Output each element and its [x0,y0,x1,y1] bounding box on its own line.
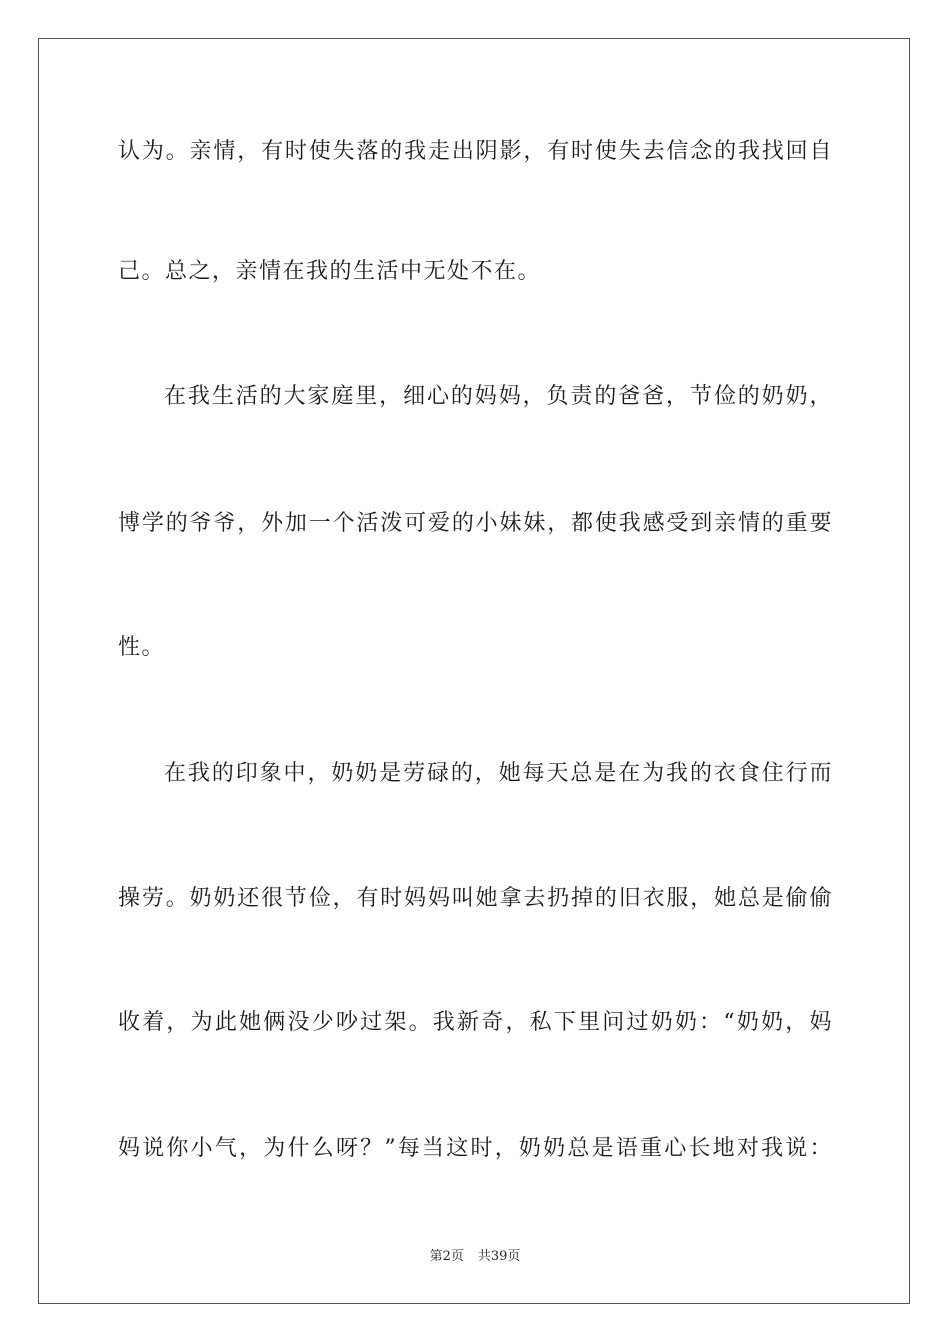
page-total: 共39页 [477,1249,521,1264]
page-footer [0,1247,950,1267]
text-line: 收着，为此她俩没少吵过架。我新奇，私下里问过奶奶：“奶奶，妈 [118,1010,833,1035]
text-line: 性。 [118,635,166,660]
text-line: 己。总之，亲情在我的生活中无处不在。 [118,259,542,284]
paragraph-first-line: 在我生活的大家庭里，细心的妈妈，负责的爸爸，节俭的奶奶， [164,384,833,409]
page-number: 第2页 [429,1249,464,1264]
text-line: 认为。亲情，有时使失落的我走出阴影，有时使失去信念的我找回自 [118,139,833,164]
paragraph-first-line: 在我的印象中，奶奶是劳碌的，她每天总是在为我的衣食住行而 [164,761,833,786]
page-border [38,38,910,1304]
text-line: 博学的爷爷，外加一个活泼可爱的小妹妹，都使我感受到亲情的重要 [118,511,833,536]
text-line: 操劳。奶奶还很节俭，有时妈妈叫她拿去扔掉的旧衣服，她总是偷偷 [118,886,833,911]
text-line: 妈说你小气，为什么呀？”每当这时，奶奶总是语重心长地对我说： [118,1136,833,1161]
